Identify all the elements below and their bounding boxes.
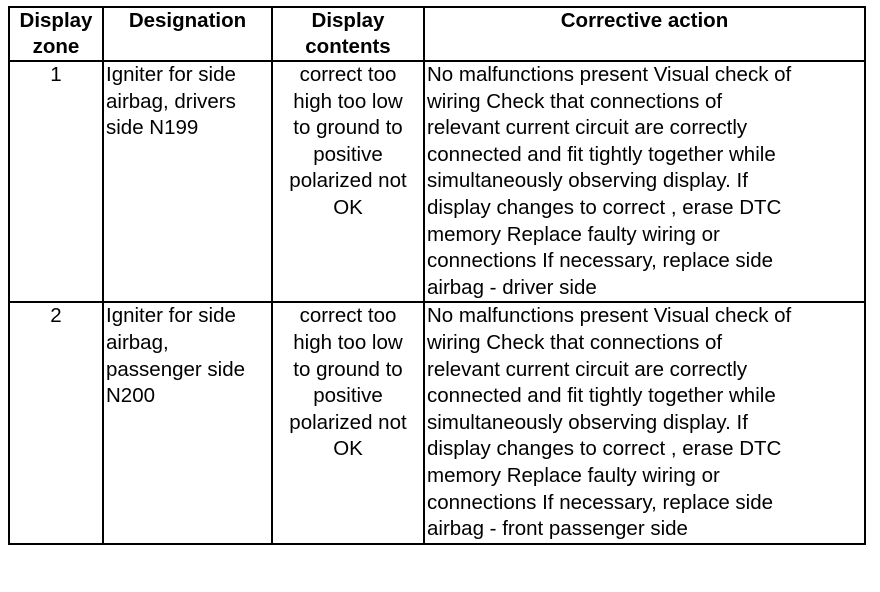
cell-line: positive: [313, 142, 383, 166]
cell-line: high too low: [293, 330, 403, 354]
cell-line: relevant current circuit are correctly: [427, 357, 748, 381]
cell-line: 2: [50, 304, 62, 328]
cell-display-contents: [272, 302, 424, 543]
header-display-contents: [272, 7, 424, 61]
cell-line: polarized not: [289, 410, 407, 434]
cell-corrective-action: [424, 302, 865, 543]
cell-display-zone: [9, 302, 103, 543]
cell-line: polarized not: [289, 169, 407, 193]
header-line: zone: [32, 35, 80, 58]
cell-line: correct too: [299, 63, 397, 86]
cell-line: display changes to correct , erase DTC: [427, 437, 782, 461]
cell-line: connected and fit tightly together while: [427, 384, 776, 408]
header-corrective-action: [424, 7, 865, 61]
header-line: Designation: [128, 9, 247, 32]
diagnosis-table: [8, 6, 866, 545]
cell-line: 1: [50, 63, 62, 86]
cell-line: memory Replace faulty wiring or: [427, 463, 720, 487]
cell-line: memory Replace faulty wiring or: [427, 222, 720, 246]
cell-designation: [103, 302, 272, 543]
cell-line: airbag, drivers: [106, 89, 236, 113]
cell-line: airbag - front passenger side: [427, 517, 688, 541]
cell-line: N200: [106, 384, 156, 408]
cell-line: relevant current circuit are correctly: [427, 116, 748, 140]
header-row: [9, 7, 865, 61]
cell-line: Igniter for side: [106, 63, 236, 86]
cell-line: airbag,: [106, 330, 169, 354]
cell-line: positive: [313, 384, 383, 408]
cell-line: high too low: [293, 89, 403, 113]
table-row: [9, 302, 865, 543]
cell-line: passenger side: [106, 357, 246, 381]
cell-line: wiring Check that connections of: [427, 89, 723, 113]
header-line: Display: [311, 9, 385, 32]
cell-line: display changes to correct , erase DTC: [427, 195, 782, 219]
cell-corrective-action: [424, 61, 865, 302]
cell-line: connections If necessary, replace side: [427, 490, 774, 514]
table-row: [9, 61, 865, 302]
cell-line: to ground to: [293, 357, 403, 381]
header-display-zone: [9, 7, 103, 61]
cell-line: connected and fit tightly together while: [427, 142, 776, 166]
header-designation: [103, 7, 272, 61]
cell-line: side N199: [106, 116, 199, 140]
cell-line: to ground to: [293, 116, 403, 140]
cell-line: OK: [333, 195, 363, 219]
cell-line: simultaneously observing display. If: [427, 169, 748, 193]
header-line: Display: [19, 9, 93, 32]
header-line: Corrective action: [560, 9, 729, 32]
cell-line: connections If necessary, replace side: [427, 249, 774, 273]
cell-line: wiring Check that connections of: [427, 330, 723, 354]
cell-display-zone: [9, 61, 103, 302]
cell-display-contents: [272, 61, 424, 302]
cell-line: airbag - driver side: [427, 275, 597, 299]
cell-line: OK: [333, 437, 363, 461]
cell-line: No malfunctions present Visual check of: [427, 304, 792, 328]
header-line: contents: [305, 35, 391, 58]
cell-line: Igniter for side: [106, 304, 236, 328]
cell-line: No malfunctions present Visual check of: [427, 63, 792, 86]
cell-line: simultaneously observing display. If: [427, 410, 748, 434]
cell-designation: [103, 61, 272, 302]
cell-line: correct too: [299, 304, 397, 328]
